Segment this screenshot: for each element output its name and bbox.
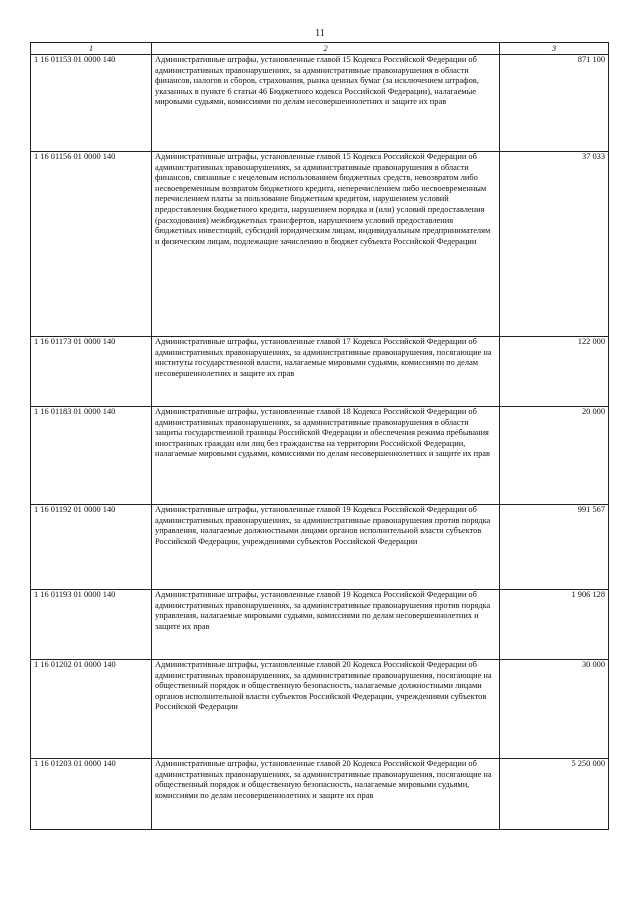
table-row (31, 590, 609, 660)
revenue-description: Административные штрафы, установленные главой 20 Кодекса Российской Федерации об административных правонарушениях, за административные правонарушения, посягающие на общественный порядок и общественную безопасность, налагаемые мировыми судьями, комиссиями по делам несовершеннолетних и защите их прав (152, 759, 500, 830)
revenue-description: Административные штрафы, установленные главой 20 Кодекса Российской Федерации об административных правонарушениях, за административные правонарушения, посягающие на общественный порядок и общественную безопасность, налагаемые должностными лицами органов исполнительной власти субъектов Российской Федерации, учреждениями субъектов Российской Федерации (152, 660, 500, 759)
table-row (31, 759, 609, 830)
revenue-code: 1 16 01183 01 0000 140 (31, 407, 152, 505)
revenue-description: Административные штрафы, установленные главой 19 Кодекса Российской Федерации об административных правонарушениях, за административные правонарушения против порядка управления, налагаемые мировыми судьями, комиссиями по делам несовершеннолетних и защите их прав (152, 590, 500, 660)
revenue-description: Административные штрафы, установленные главой 18 Кодекса Российской Федерации об административных правонарушениях, за административные правонарушения в области защиты государственной границы Российской Федерации и обеспечения режима пребывания иностранных граждан или лиц без гражданства на территории Российской Федерации, налагаемые мировыми судьями, комиссиями по делам несовершеннолетних и защите их прав (152, 407, 500, 505)
revenue-amount: 20 000 (500, 407, 609, 505)
revenue-amount: 30 000 (500, 660, 609, 759)
revenue-description: Административные штрафы, установленные главой 15 Кодекса Российской Федерации об административных правонарушениях, за административные правонарушения в области финансов, связанные с нецелевым использованием бюджетных средств, невозвратом либо несвоевременным возвратом бюджетного кредита, неперечислением либо несвоевременным перечислением платы за пользование бюджетным кредитом, нарушением условий предоставления бюджетного кредита, нарушением порядка и (или) условий предоставления (расходования) межбюджетных трансфертов, нарушением условий предоставления бюджетных инвестиций, субсидий юридическим лицам, индивидуальным предпринимателям и физическим лицам, подлежащие зачислению в бюджет субъекта Российской Федерации (152, 152, 500, 337)
column-header-code: 1 (31, 43, 152, 55)
revenue-code: 1 16 01153 01 0000 140 (31, 55, 152, 152)
revenue-code: 1 16 01156 01 0000 140 (31, 152, 152, 337)
page-number: 11 (315, 28, 325, 39)
revenue-amount: 871 100 (500, 55, 609, 152)
revenue-code: 1 16 01173 01 0000 140 (31, 337, 152, 407)
table-row (31, 660, 609, 759)
revenue-amount: 991 567 (500, 505, 609, 590)
revenue-description: Административные штрафы, установленные главой 17 Кодекса Российской Федерации об административных правонарушениях, за административные правонарушения, посягающие на институты государственной власти, налагаемые мировыми судьями, комиссиями по делам несовершеннолетних и защите их прав (152, 337, 500, 407)
table-row (31, 505, 609, 590)
table-row (31, 407, 609, 505)
revenue-code: 1 16 01203 01 0000 140 (31, 759, 152, 830)
revenue-amount: 37 033 (500, 152, 609, 337)
revenue-description: Административные штрафы, установленные главой 15 Кодекса Российской Федерации об административных правонарушениях, за административные правонарушения в области финансов, налогов и сборов, страхования, рынка ценных бумаг (за исключением штрафов, указанных в пункте 6 статьи 46 Бюджетного кодекса Российской Федерации), налагаемые мировыми судьями, комиссиями по делам несовершеннолетних и защите их прав (152, 55, 500, 152)
column-header-name: 2 (152, 43, 500, 55)
revenue-code: 1 16 01193 01 0000 140 (31, 590, 152, 660)
column-header-amount: 3 (500, 43, 609, 55)
table-row (31, 152, 609, 337)
revenue-amount: 1 906 128 (500, 590, 609, 660)
revenue-code: 1 16 01202 01 0000 140 (31, 660, 152, 759)
revenue-amount: 122 000 (500, 337, 609, 407)
revenue-amount: 5 250 000 (500, 759, 609, 830)
revenue-code: 1 16 01192 01 0000 140 (31, 505, 152, 590)
table-row (31, 55, 609, 152)
table-row (31, 337, 609, 407)
revenue-description: Административные штрафы, установленные главой 19 Кодекса Российской Федерации об административных правонарушениях, за административные правонарушения против порядка управления, налагаемые должностными лицами органов исполнительной власти субъектов Российской Федерации, учреждениями субъектов Российской Федерации (152, 505, 500, 590)
revenue-table (30, 42, 609, 830)
header-row (31, 43, 609, 55)
